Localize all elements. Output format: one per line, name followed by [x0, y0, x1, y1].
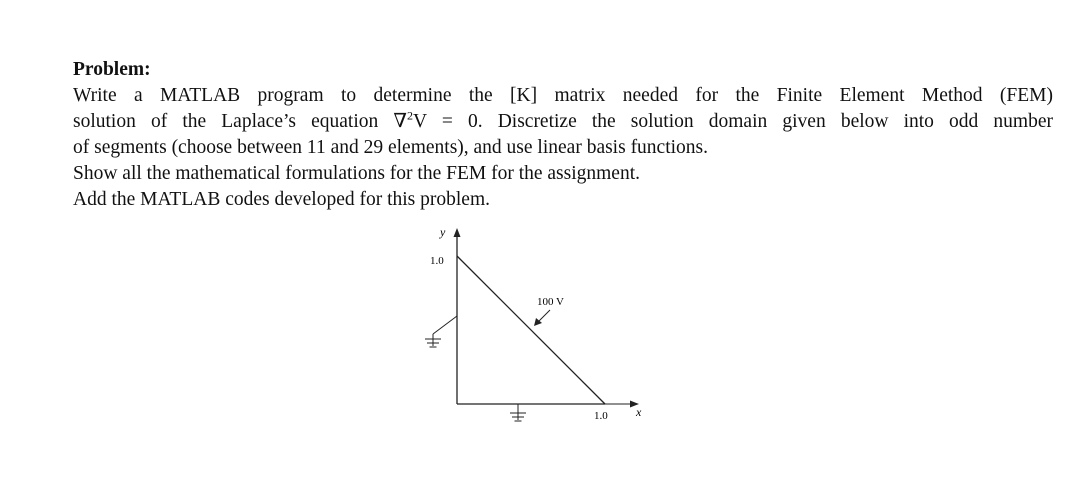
domain-diagram — [410, 222, 650, 427]
hypotenuse-boundary — [457, 256, 605, 404]
problem-line-1: Write a MATLAB program to determine the [K] matrix needed for the Finite Element Method (FEM) — [73, 85, 1053, 106]
y-axis-arrow — [454, 228, 461, 237]
problem-line-4: Show all the mathematical formulations for the FEM for the assignment. — [73, 163, 641, 184]
domain-figure — [410, 222, 650, 427]
y-tick-label: 1.0 — [430, 255, 444, 267]
x-axis-label: x — [636, 405, 642, 419]
bottom-ground-icon — [510, 404, 526, 421]
voltage-label-text: 100 V — [537, 296, 564, 308]
laplacian-exponent: 2 — [406, 108, 413, 123]
problem-line-5: Add the MATLAB codes developed for this problem. — [73, 189, 491, 210]
problem-line-3: of segments (choose between 11 and 29 elements), and use linear basis functions. — [73, 137, 709, 158]
problem-line-2 — [73, 109, 1053, 135]
problem-line-2-start: solution of the Laplace’s equation ∇ — [73, 111, 407, 132]
left-ground-icon — [425, 316, 457, 347]
y-axis-label: y — [440, 225, 446, 239]
problem-text — [73, 57, 1053, 213]
problem-title: Problem: — [73, 59, 151, 80]
voltage-pointer-line — [538, 310, 550, 322]
x-tick-label: 1.0 — [594, 410, 608, 422]
voltage-label — [537, 296, 564, 308]
problem-line-2-end: V = 0. Discretize the solution domain given below into odd number — [412, 111, 1053, 132]
